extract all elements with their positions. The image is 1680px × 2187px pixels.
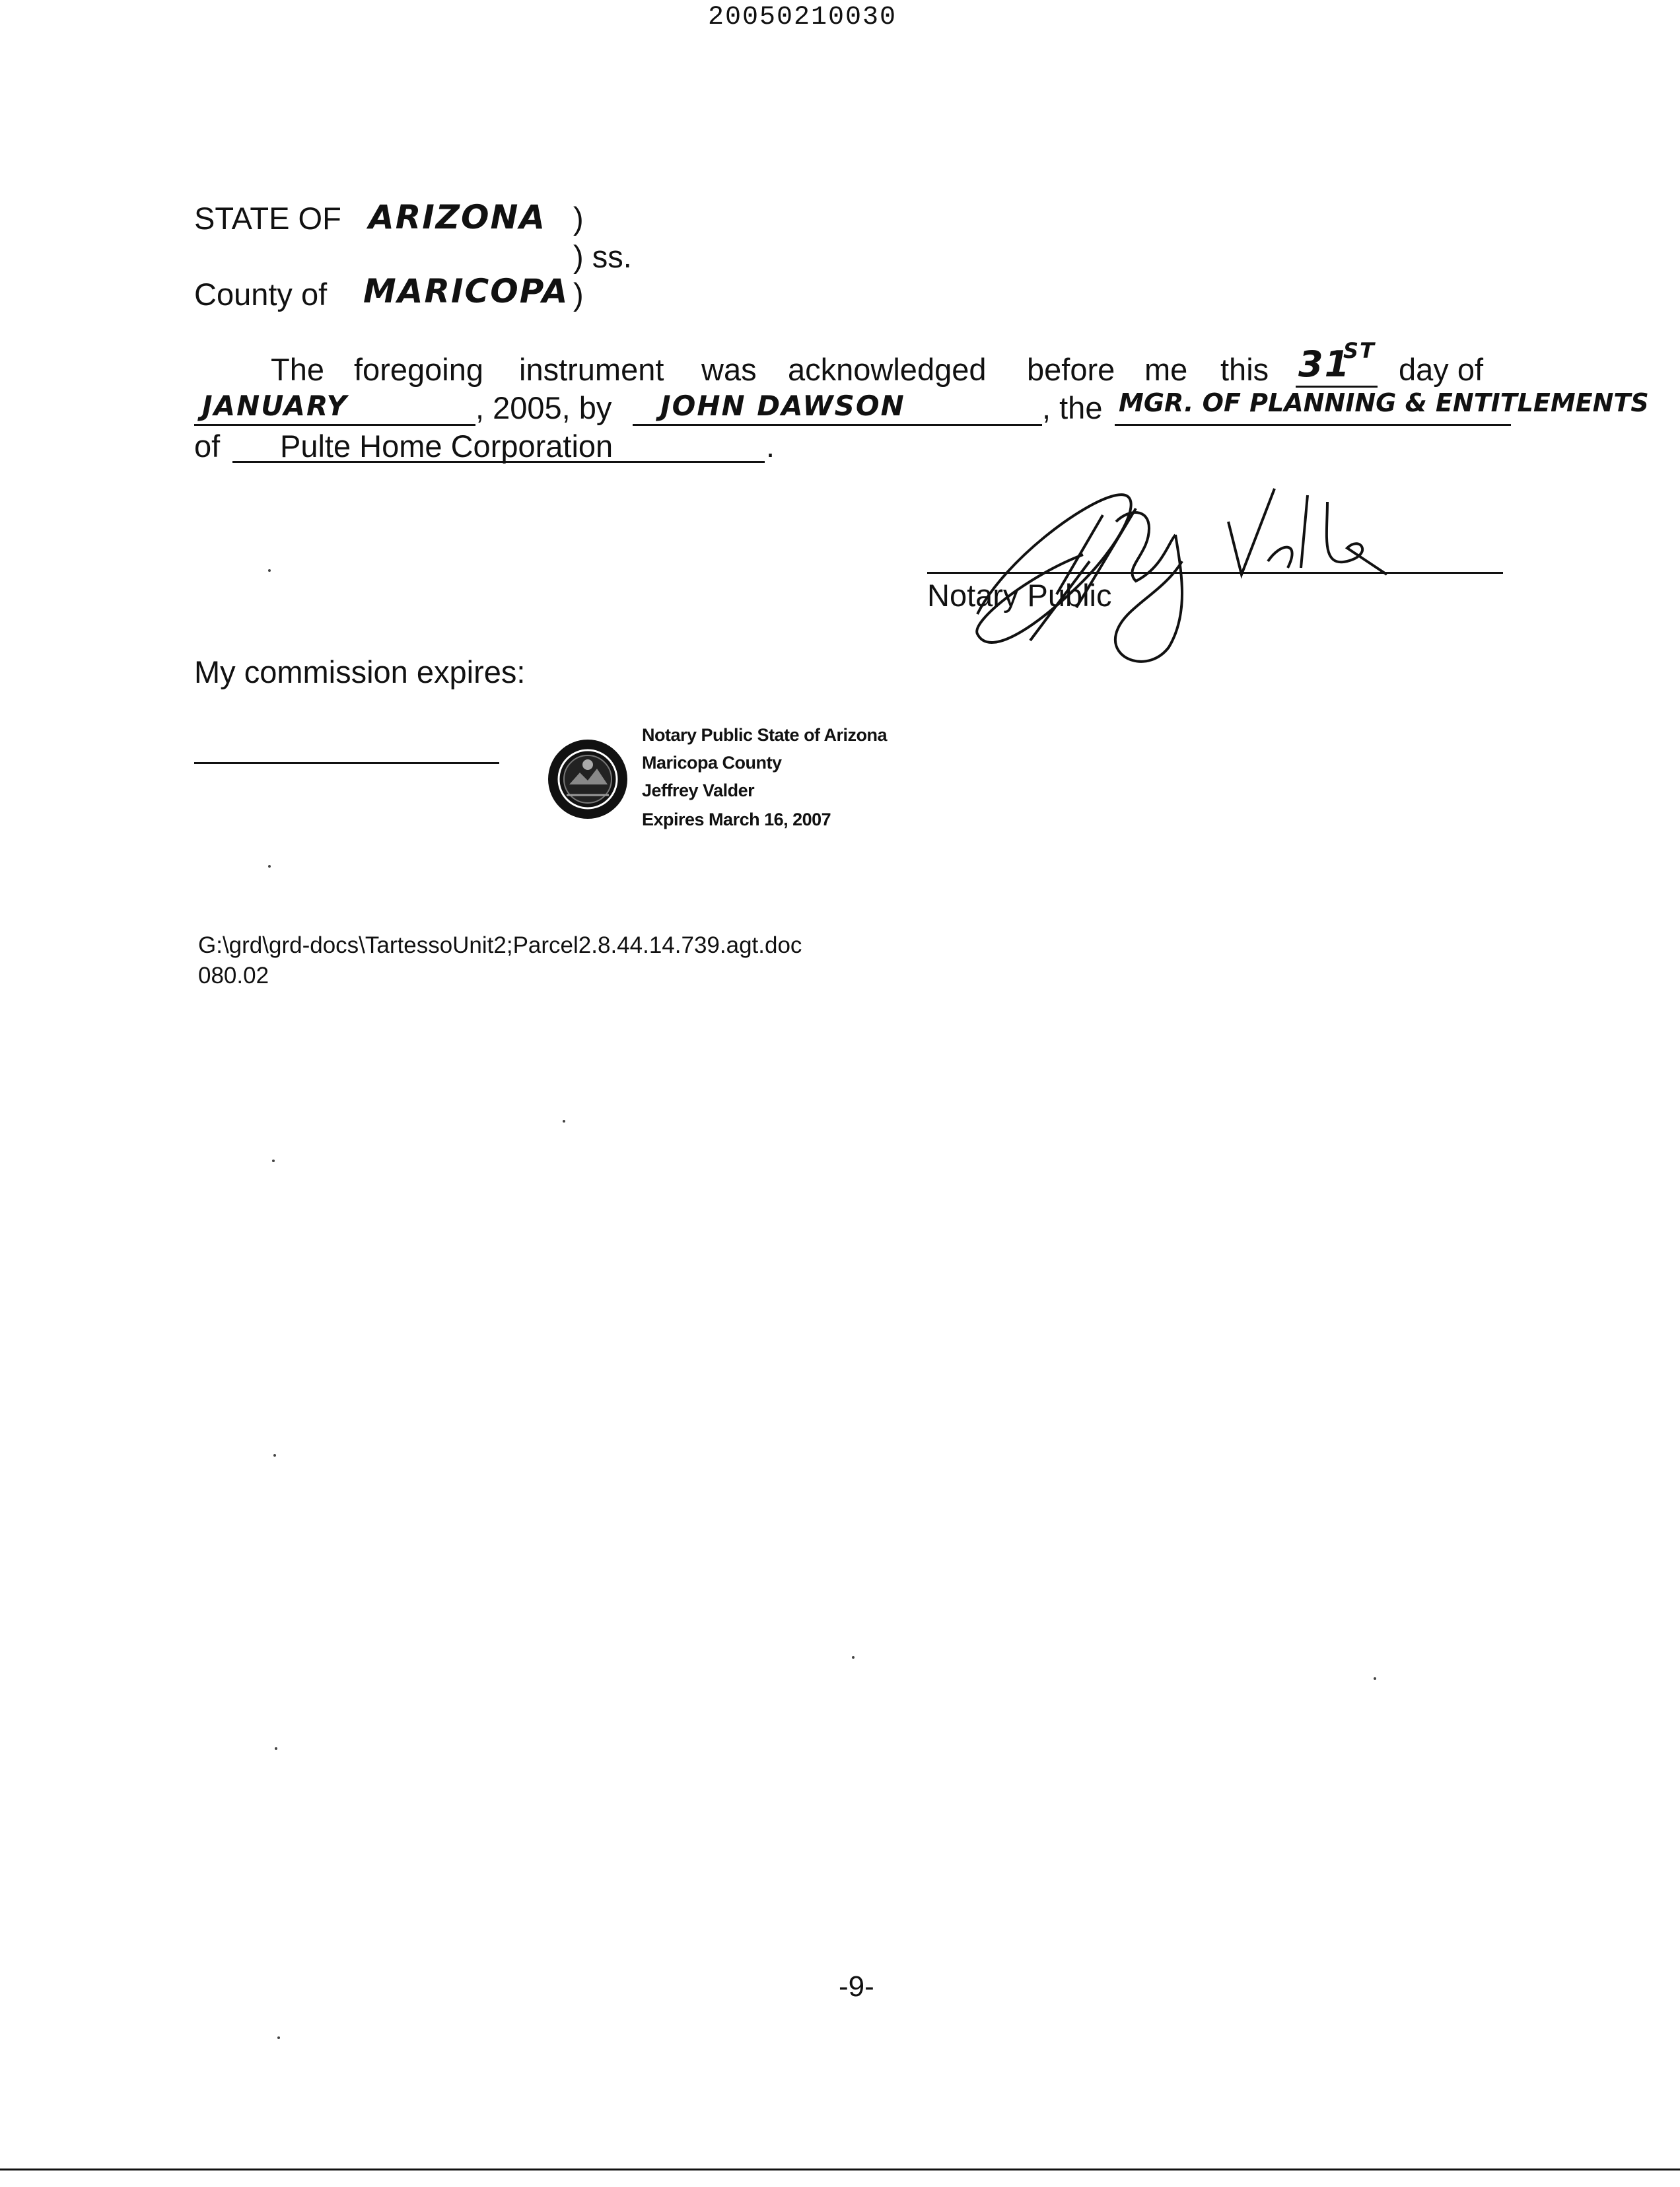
document-number: 20050210030 <box>708 3 897 32</box>
ack-word: day of <box>1399 352 1484 387</box>
scan-speck <box>268 569 271 572</box>
seal-line-name: Jeffrey Valder <box>642 781 755 800</box>
file-code: 080.02 <box>198 963 269 989</box>
ack-word: foregoing <box>354 352 483 387</box>
ack-word: before <box>1027 352 1115 387</box>
scan-bottom-border <box>0 2169 1680 2170</box>
day-suffix-handwritten: ST <box>1343 338 1376 363</box>
notary-public-label: Notary Public <box>927 578 1112 613</box>
title-blank-line <box>1115 424 1511 426</box>
scan-speck <box>1374 1677 1376 1680</box>
commission-label: My commission expires: <box>194 654 526 689</box>
scan-speck <box>268 865 271 868</box>
notary-signature <box>951 482 1413 680</box>
year-text: , 2005, by <box>475 390 612 425</box>
person-blank-line <box>633 424 1042 426</box>
company-blank-line <box>232 461 765 463</box>
ack-word: was <box>701 352 757 387</box>
ack-word: this <box>1220 352 1269 387</box>
company-name: Pulte Home Corporation <box>280 429 613 464</box>
the-text: , the <box>1042 390 1103 425</box>
state-label: STATE OF <box>194 201 341 236</box>
scan-speck <box>277 2036 280 2039</box>
notary-seal-emblem <box>547 738 629 820</box>
month-blank-line <box>194 424 475 426</box>
file-path: G:\grd\grd-docs\TartessoUnit2;Parcel2.8.44.14.739.agt.doc <box>198 932 802 958</box>
scan-speck <box>273 1454 276 1457</box>
scan-speck <box>275 1747 277 1750</box>
of-text: of <box>194 429 221 464</box>
seal-line-state: Notary Public State of Arizona <box>642 725 888 745</box>
county-value-handwritten: MARICOPA <box>363 272 569 310</box>
state-value-handwritten: ARIZONA <box>368 198 547 236</box>
venue-paren-open: ) <box>573 201 584 236</box>
day-value-handwritten: 31 <box>1298 343 1351 385</box>
period: . <box>766 429 775 464</box>
scan-speck <box>272 1160 275 1162</box>
venue-paren-close: ) <box>573 277 584 312</box>
ack-word: instrument <box>519 352 664 387</box>
day-blank-line <box>1296 386 1378 388</box>
ack-word: acknowledged <box>788 352 987 387</box>
person-value-handwritten: JOHN DAWSON <box>660 390 905 422</box>
ack-word: The <box>271 352 324 387</box>
month-value-handwritten: JANUARY <box>202 390 348 422</box>
ack-word: me <box>1144 352 1188 387</box>
title-value-handwritten: MGR. OF PLANNING & ENTITLEMENTS <box>1119 388 1649 417</box>
scan-speck <box>563 1120 565 1123</box>
seal-line-expiration: Expires March 16, 2007 <box>642 810 831 829</box>
county-label: County of <box>194 277 328 312</box>
commission-blank-line <box>194 762 499 764</box>
page-number: -9- <box>839 1970 874 2003</box>
scan-speck <box>852 1656 855 1659</box>
seal-line-county: Maricopa County <box>642 753 782 773</box>
venue-ss: ) ss. <box>573 239 632 274</box>
